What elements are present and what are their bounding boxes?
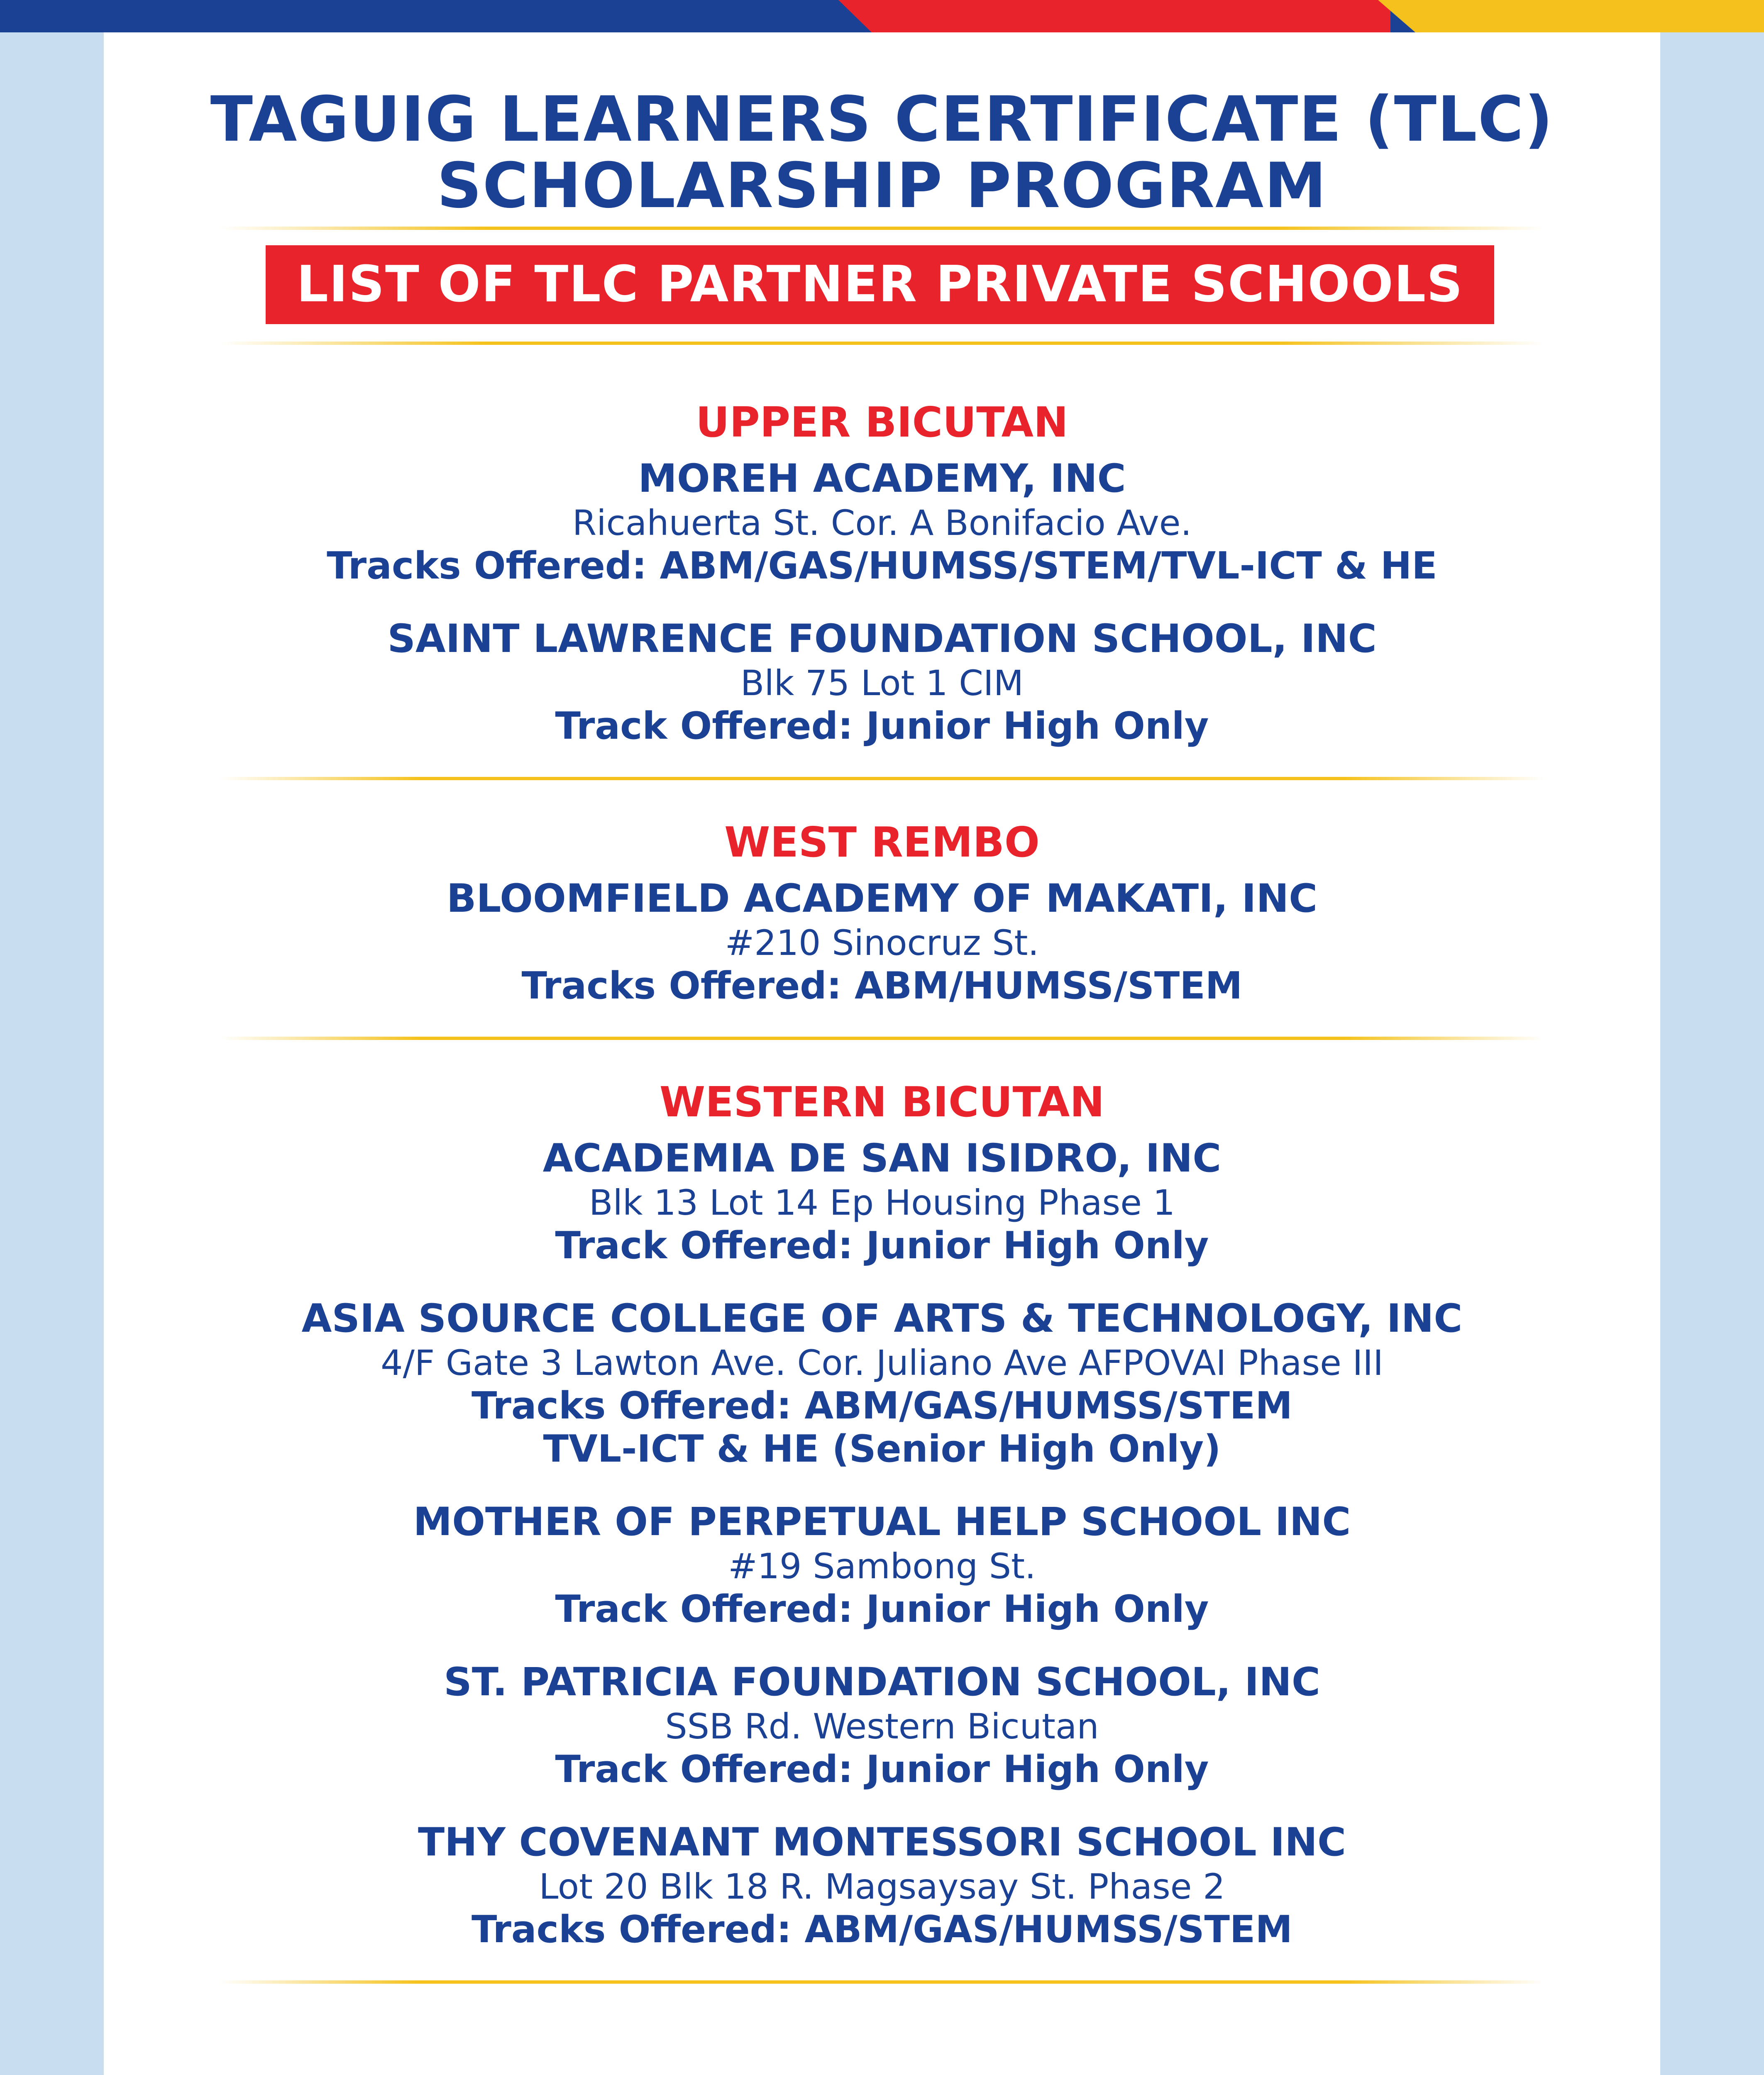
school-address: Ricahuerta St. Cor. A Bonifacio Ave. — [572, 503, 1192, 543]
page-title — [104, 83, 1660, 222]
school-address: Blk 13 Lot 14 Ep Housing Phase 1 — [589, 1182, 1175, 1223]
school-tracks: Track Offered: Junior High Only — [555, 1587, 1209, 1631]
school-tracks: Tracks Offered: ABM/GAS/HUMSS/STEM — [472, 1908, 1292, 1951]
title-line-2: SCHOLARSHIP PROGRAM — [437, 150, 1327, 222]
school-tracks: Track Offered: Junior High Only — [555, 1224, 1209, 1267]
banner-top-line — [220, 227, 1544, 230]
school-entry — [104, 456, 1660, 588]
school-address: Lot 20 Blk 18 R. Magsaysay St. Phase 2 — [539, 1866, 1225, 1907]
school-entry — [104, 1660, 1660, 1791]
school-entry — [104, 1296, 1660, 1471]
school-name: BLOOMFIELD ACADEMY OF MAKATI, INC — [446, 876, 1318, 921]
school-name: MOREH ACADEMY, INC — [638, 456, 1126, 501]
school-entry — [104, 617, 1660, 748]
section-divider — [220, 1037, 1544, 1040]
school-name: ASIA SOURCE COLLEGE OF ARTS & TECHNOLOGY, INC — [301, 1296, 1463, 1341]
school-tracks: Track Offered: Junior High Only — [555, 1748, 1209, 1791]
school-tracks: Track Offered: Junior High Only — [555, 704, 1209, 748]
banner-bottom-line — [220, 342, 1544, 345]
top-red-stripe — [838, 0, 1390, 32]
region-heading: WEST REMBO — [724, 818, 1040, 867]
school-name: ST. PATRICIA FOUNDATION SCHOOL, INC — [444, 1660, 1320, 1705]
region-heading: WESTERN BICUTAN — [659, 1078, 1105, 1126]
title-line-1: TAGUIG LEARNERS CERTIFICATE (TLC) — [210, 83, 1554, 156]
school-entry — [104, 1136, 1660, 1267]
school-list — [104, 398, 1660, 1984]
banner: LIST OF TLC PARTNER PRIVATE SCHOOLS — [266, 245, 1494, 324]
school-tracks: Tracks Offered: ABM/HUMSS/STEM — [521, 964, 1243, 1008]
banner-wrap — [220, 227, 1544, 345]
school-name: ACADEMIA DE SAN ISIDRO, INC — [542, 1136, 1222, 1181]
school-address: SSB Rd. Western Bicutan — [665, 1706, 1099, 1747]
school-tracks: TVL-ICT & HE (Senior High Only) — [543, 1427, 1221, 1471]
section-divider — [220, 777, 1544, 780]
region-heading: UPPER BICUTAN — [696, 398, 1068, 447]
school-address: #210 Sinocruz St. — [725, 923, 1039, 963]
school-address: 4/F Gate 3 Lawton Ave. Cor. Juliano Ave AFPOVAI Phase III — [381, 1343, 1383, 1383]
school-name: THY COVENANT MONTESSORI SCHOOL INC — [418, 1820, 1346, 1865]
school-entry — [104, 1500, 1660, 1631]
poster-panel — [104, 32, 1660, 2075]
school-entry — [104, 876, 1660, 1008]
top-yellow-stripe — [1378, 0, 1764, 32]
top-color-bar — [0, 0, 1764, 32]
school-entry — [104, 1820, 1660, 1951]
school-name: SAINT LAWRENCE FOUNDATION SCHOOL, INC — [387, 616, 1377, 662]
school-tracks: Tracks Offered: ABM/GAS/HUMSS/STEM/TVL-ICT & HE — [327, 544, 1437, 588]
section-divider — [220, 1980, 1544, 1984]
school-tracks: Tracks Offered: ABM/GAS/HUMSS/STEM — [472, 1384, 1292, 1428]
school-name: MOTHER OF PERPETUAL HELP SCHOOL INC — [413, 1499, 1351, 1545]
school-address: Blk 75 Lot 1 CIM — [740, 663, 1024, 703]
school-address: #19 Sambong St. — [728, 1546, 1036, 1587]
